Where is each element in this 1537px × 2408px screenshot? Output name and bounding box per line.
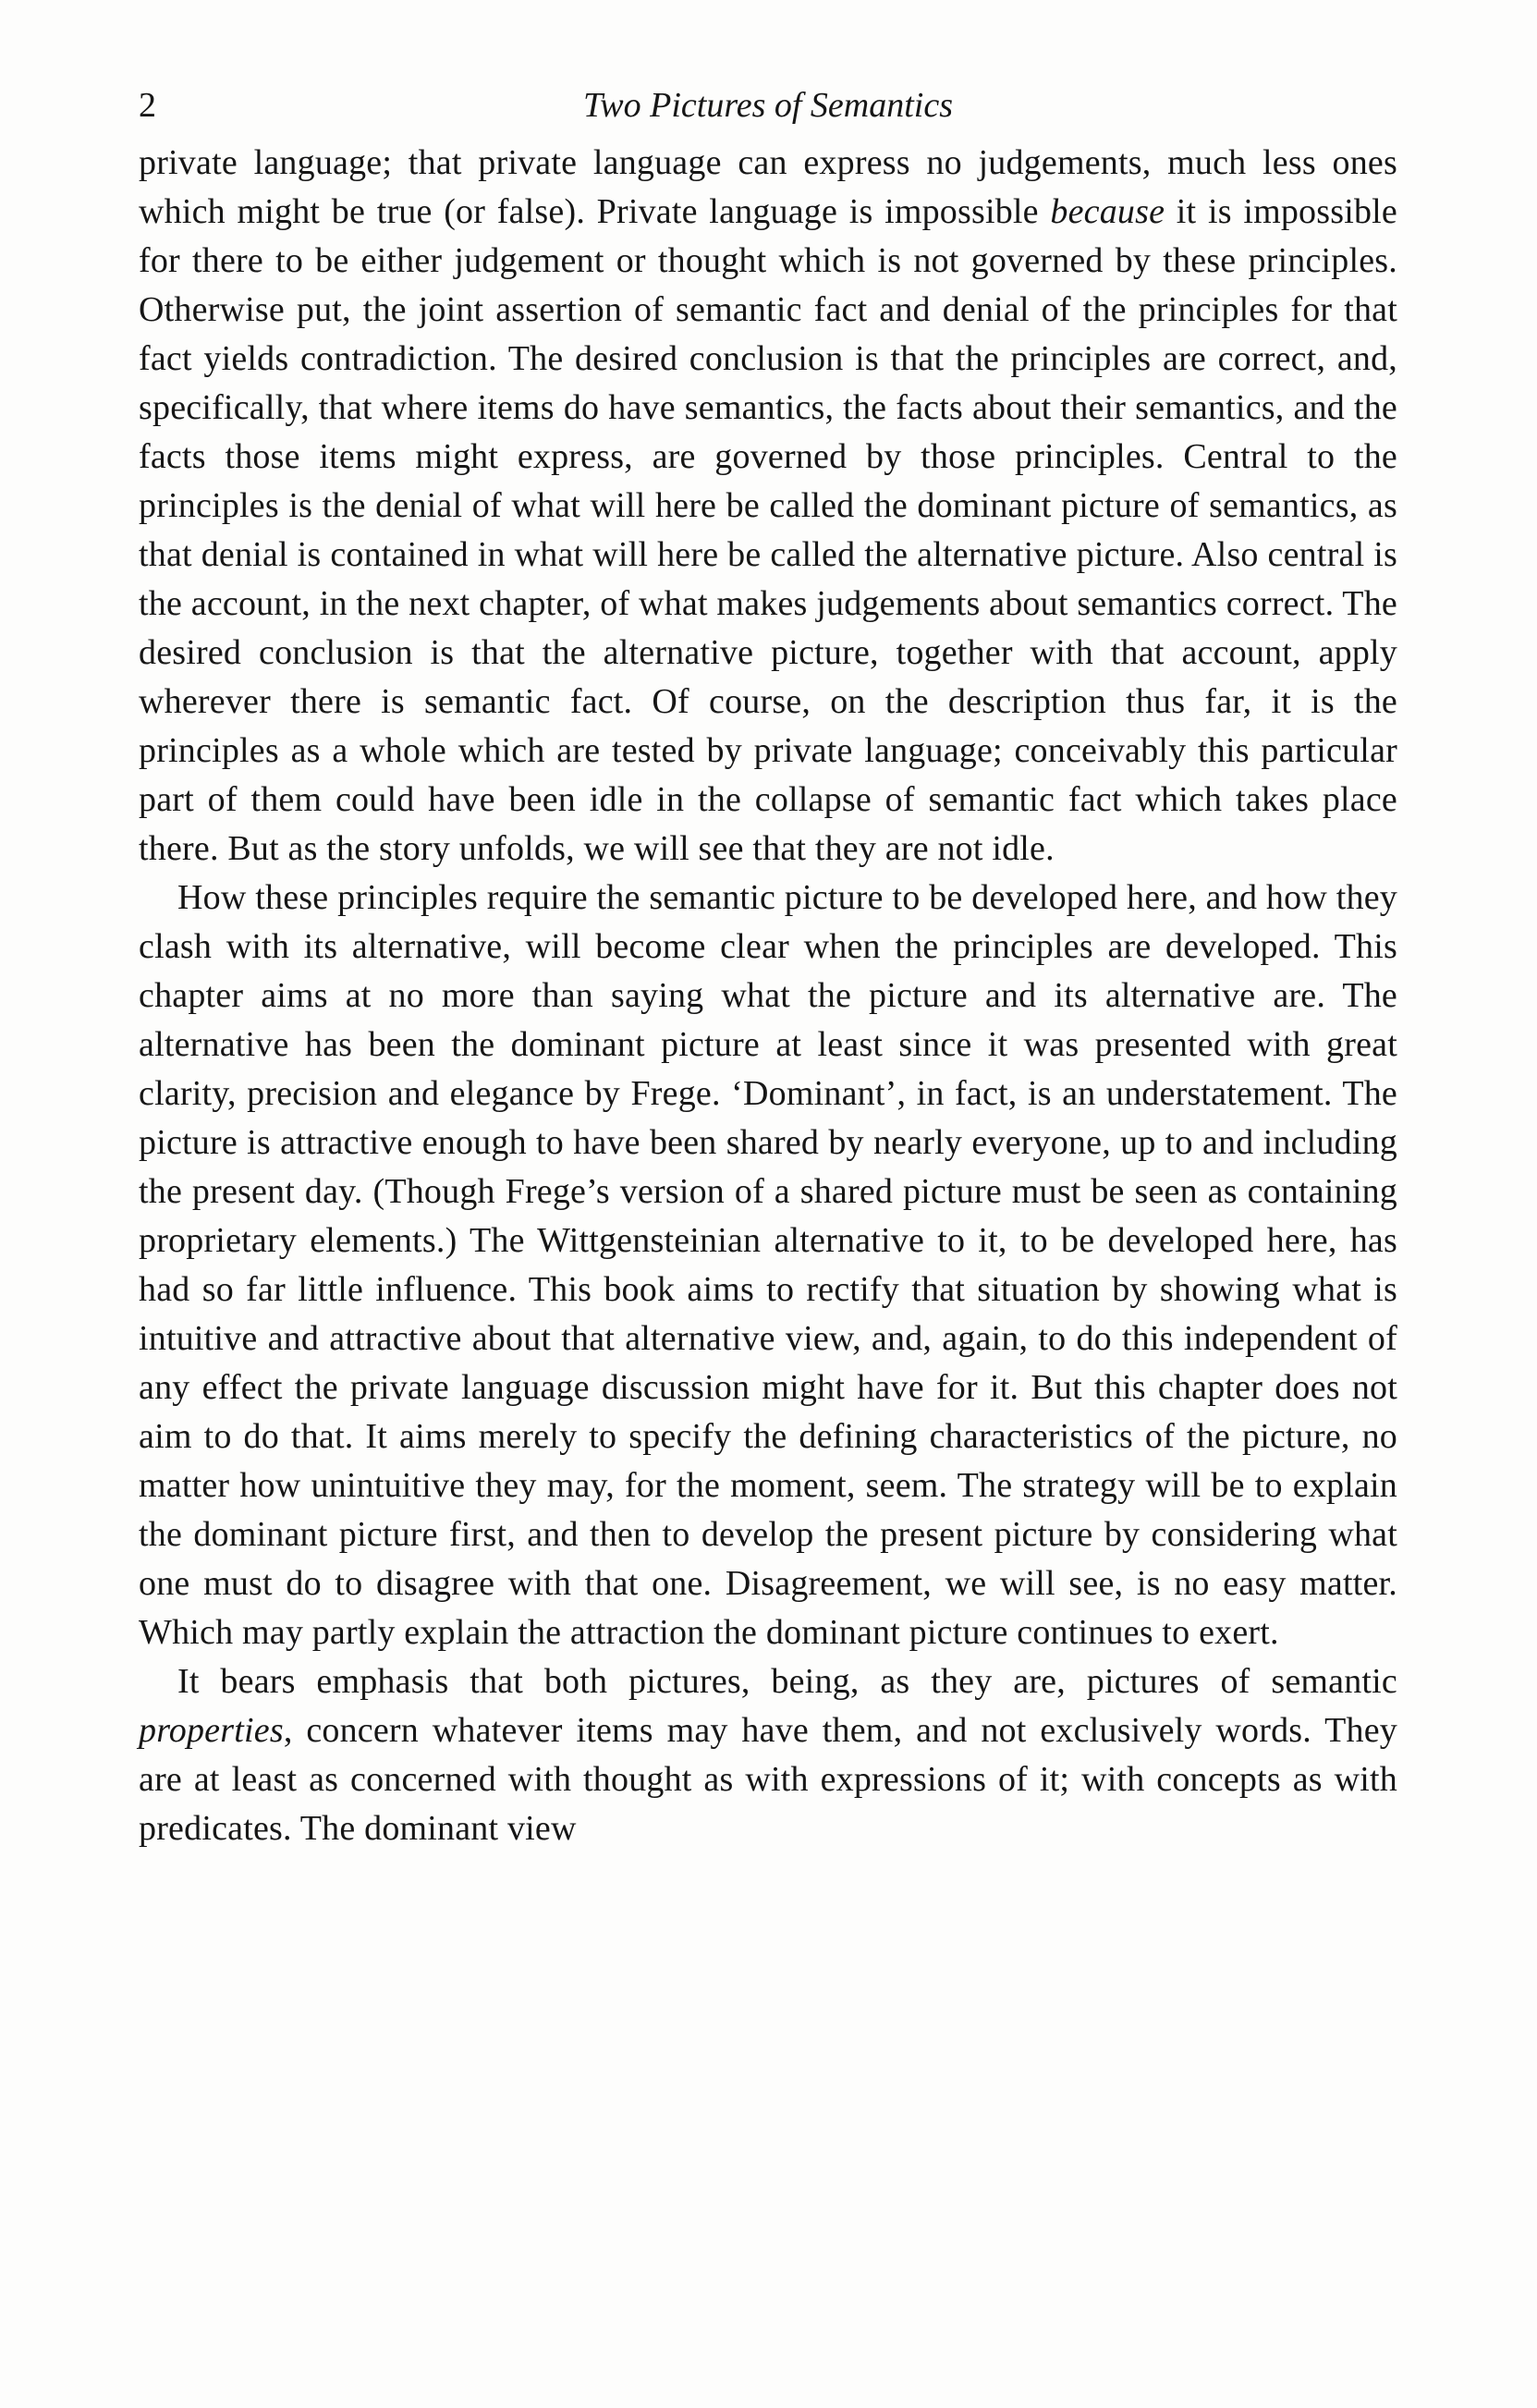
text-segment: , concern whatever items may have them, and not exclusively words. They are at least as concerned with thought as with expressions of it; with concepts as with predicates. The dominant view [139, 1711, 1397, 1848]
text-segment: It bears emphasis that both pictures, being, as they are, pictures of semantic [177, 1662, 1397, 1701]
text-segment: it is impossible for there to be either judgement or thought which is not governed by these principles. Otherwise put, the joint assertion of semantic fact and denial of the principles for that fact yields contradiction. The desired conclusion is that the principles are correct, and, specifically, that where items do have semantics, the facts about their semantics, and the facts those items might express, are governed by those principles. Central to the principles is the denial of what will here be called the dominant picture of semantics, as that denial is contained in what will here be called the alternative picture. Also central is the account, in the next chapter, of what makes judgements about semantics correct. The desired conclusion is that the alternative picture, together with that account, apply wherever there is semantic fact. Of course, on the description thus far, it is the principles as a whole which are tested by private language; conceivably this particular part of them could have been idle in the collapse of semantic fact which takes place there. But as the story unfolds, we will see that they are not idle. [139, 192, 1397, 868]
text-segment: because [1050, 192, 1165, 231]
text-segment: properties [139, 1711, 284, 1750]
page-content [139, 83, 1397, 1853]
running-header [139, 83, 1397, 131]
paragraph [139, 139, 1397, 874]
paragraph [139, 874, 1397, 1657]
text-segment: private language; that private language can express no judgements, much less ones which might be true (or false). Private language is impossible [139, 143, 1397, 231]
running-header-title: Two Pictures of Semantics [582, 86, 954, 125]
page-body [139, 139, 1397, 1853]
text-segment: How these principles require the semantic picture to be developed here, and how they clash with its alternative, will become clear when the principles are developed. This chapter aims at no more than saying what the picture and its alternative are. The alternative has been the dominant picture at least since it was presented with great clarity, precision and elegance by Frege. ‘Dominant’, in fact, is an understatement. The picture is attractive enough to have been shared by nearly everyone, up to and including the present day. (Though Frege’s version of a shared picture must be seen as containing proprietary elements.) The Wittgensteinian alternative to it, to be developed here, has had so far little influence. This book aims to rectify that situation by showing what is intuitive and attractive about that alternative view, and, again, to do this independent of any effect the private language discussion might have for it. But this chapter does not aim to do that. It aims merely to specify the defining characteristics of the picture, no matter how unintuitive they may, for the moment, seem. The strategy will be to explain the dominant picture first, and then to develop the present picture by considering what one must do to disagree with that one. Disagreement, we will see, is no easy matter. Which may partly explain the attraction the dominant picture continues to exert. [139, 878, 1397, 1652]
page-number: 2 [139, 86, 156, 125]
paragraph [139, 1657, 1397, 1853]
